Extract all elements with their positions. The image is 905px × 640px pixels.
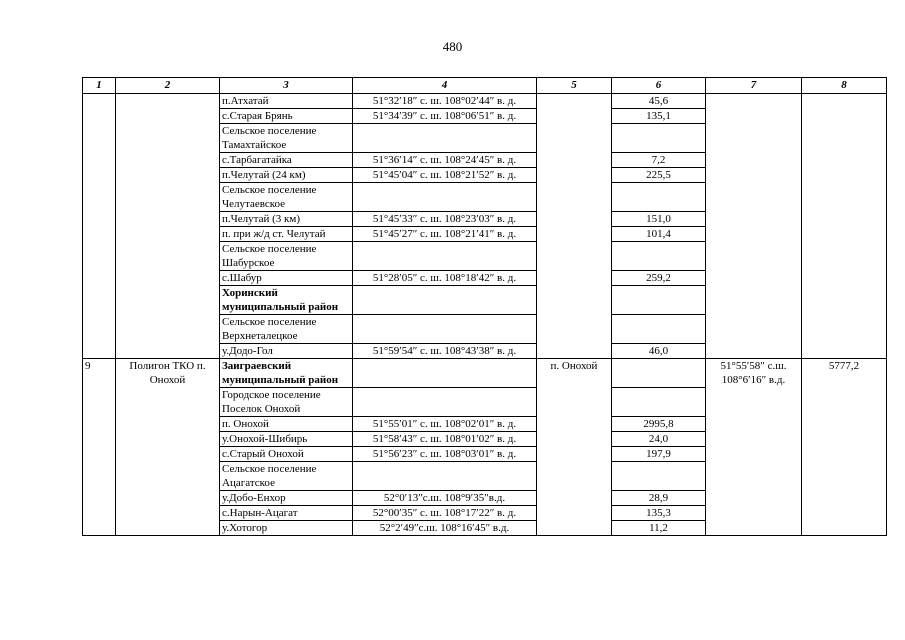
- object-coords-cell: [706, 94, 802, 359]
- header-row: [83, 78, 887, 94]
- settlement-coords: 51°45′27″ с. ш. 108°21′41″ в. д.: [353, 227, 537, 242]
- settlement-distance: [612, 124, 706, 153]
- settlement-distance: 11,2: [612, 521, 706, 536]
- column-header: 7: [706, 78, 802, 94]
- settlement-name: п. при ж/д ст. Челутай: [220, 227, 353, 242]
- settlement-name: Городское поселение Поселок Онохой: [220, 388, 353, 417]
- settlement-distance: 135,3: [612, 506, 706, 521]
- settlement-distance: 2995,8: [612, 417, 706, 432]
- settlement-distance: 101,4: [612, 227, 706, 242]
- settlement-name: Заиграевский муниципальный район: [220, 359, 353, 388]
- settlement-distance: [612, 388, 706, 417]
- settlement-distance: 225,5: [612, 168, 706, 183]
- settlement-distance: 45,6: [612, 94, 706, 109]
- settlement-name: у.Онохой-Шибирь: [220, 432, 353, 447]
- settlement-name: п.Челутай (3 км): [220, 212, 353, 227]
- settlement-distance: [612, 315, 706, 344]
- settlement-distance: 24,0: [612, 432, 706, 447]
- settlement-coords: [353, 242, 537, 271]
- settlement-coords: 51°45′33″ с. ш. 108°23′03″ в. д.: [353, 212, 537, 227]
- settlement-coords: 51°28′05″ с. ш. 108°18′42″ в. д.: [353, 271, 537, 286]
- settlement-distance: 259,2: [612, 271, 706, 286]
- settlement-coords: 51°55′01″ с. ш. 108°02′01″ в. д.: [353, 417, 537, 432]
- settlement-name: у.Додо-Гол: [220, 344, 353, 359]
- locality-cell: [537, 94, 612, 359]
- settlement-name: с.Тарбагатайка: [220, 153, 353, 168]
- settlement-name: п. Онохой: [220, 417, 353, 432]
- settlement-name: у.Добо-Енхор: [220, 491, 353, 506]
- settlement-distance: 135,1: [612, 109, 706, 124]
- settlement-coords: [353, 183, 537, 212]
- settlement-coords: 51°58′43″ с. ш. 108°01′02″ в. д.: [353, 432, 537, 447]
- settlement-coords: 51°56′23″ с. ш. 108°03′01″ в. д.: [353, 447, 537, 462]
- settlement-name: у.Хотогор: [220, 521, 353, 536]
- column-header: 2: [116, 78, 220, 94]
- settlement-distance: 7,2: [612, 153, 706, 168]
- settlement-coords: 52°00′35″ с. ш. 108°17′22″ в. д.: [353, 506, 537, 521]
- settlement-name: с.Старая Брянь: [220, 109, 353, 124]
- column-header: 8: [802, 78, 887, 94]
- settlement-coords: 51°36′14″ с. ш. 108°24′45″ в. д.: [353, 153, 537, 168]
- column-header: 5: [537, 78, 612, 94]
- settlement-distance: 46,0: [612, 344, 706, 359]
- object-name: Полигон ТКО п. Онохой: [116, 359, 220, 536]
- settlement-coords: [353, 359, 537, 388]
- settlement-distance: 28,9: [612, 491, 706, 506]
- number-cell: [83, 94, 116, 359]
- settlement-name: Сельское поселение Шабурское: [220, 242, 353, 271]
- settlement-distance: [612, 242, 706, 271]
- column-header: 6: [612, 78, 706, 94]
- column-header: 4: [353, 78, 537, 94]
- settlement-distance: [612, 462, 706, 491]
- settlement-coords: 51°45′04″ с. ш. 108°21′52″ в. д.: [353, 168, 537, 183]
- settlement-name: с.Старый Онохой: [220, 447, 353, 462]
- settlement-coords: 51°32′18″ с. ш. 108°02′44″ в. д.: [353, 94, 537, 109]
- table-row: [83, 359, 887, 388]
- settlement-name: Сельское поселение Ацагатское: [220, 462, 353, 491]
- settlement-coords: [353, 286, 537, 315]
- settlement-name: Сельское поселение Верхнеталецкое: [220, 315, 353, 344]
- settlement-distance: [612, 359, 706, 388]
- settlement-name: Сельское поселение Челутаевское: [220, 183, 353, 212]
- settlement-distance: 197,9: [612, 447, 706, 462]
- settlement-coords: [353, 462, 537, 491]
- column-header: 3: [220, 78, 353, 94]
- settlement-name: Сельское поселение Тамахтайское: [220, 124, 353, 153]
- settlement-name: с.Нарын-Ацагат: [220, 506, 353, 521]
- column-header: 1: [83, 78, 116, 94]
- object-cell: [116, 94, 220, 359]
- table-row: [83, 94, 887, 109]
- settlement-distance: [612, 183, 706, 212]
- object-coords: 51°55′58″ с.ш. 108°6′16″ в.д.: [706, 359, 802, 536]
- total-cell: [802, 94, 887, 359]
- settlement-name: с.Шабур: [220, 271, 353, 286]
- settlement-coords: [353, 388, 537, 417]
- total-value: 5777,2: [802, 359, 887, 536]
- settlements-table: [82, 77, 887, 536]
- settlement-coords: 51°59′54″ с. ш. 108°43′38″ в. д.: [353, 344, 537, 359]
- settlement-coords: [353, 124, 537, 153]
- settlement-coords: 52°2′49″с.ш. 108°16′45″ в.д.: [353, 521, 537, 536]
- page-number: 480: [442, 39, 463, 54]
- settlement-coords: 52°0′13″с.ш. 108°9′35″в.д.: [353, 491, 537, 506]
- settlement-distance: [612, 286, 706, 315]
- row-number: 9: [83, 359, 116, 536]
- settlement-name: п.Челутай (24 км): [220, 168, 353, 183]
- settlement-coords: 51°34′39″ с. ш. 108°06′51″ в. д.: [353, 109, 537, 124]
- settlement-name: п.Атхатай: [220, 94, 353, 109]
- settlement-coords: [353, 315, 537, 344]
- locality-name: п. Онохой: [537, 359, 612, 536]
- settlement-name: Хоринский муниципальный район: [220, 286, 353, 315]
- settlement-distance: 151,0: [612, 212, 706, 227]
